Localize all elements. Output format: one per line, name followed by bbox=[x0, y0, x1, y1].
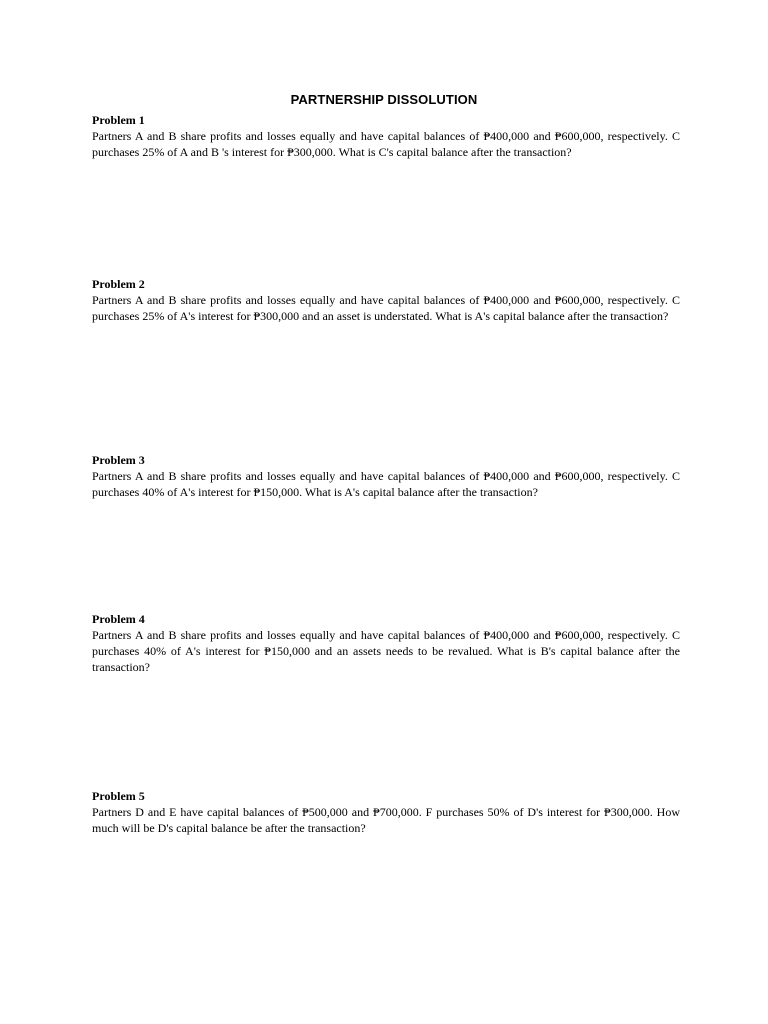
problem-1 bbox=[92, 112, 680, 160]
problem-text: Partners A and B share profits and losses equally and have capital balances of ₱400,000 and ₱600,000, respectively. C purchases 40% of A's interest for ₱150,000. What is A's capital balance after the transaction? bbox=[92, 469, 680, 499]
problem-text: Partners A and B share profits and losses equally and have capital balances of ₱400,000 and ₱600,000, respectively. C purchases 25% of A and B 's interest for ₱300,000. What is C's capital balance after the transaction? bbox=[92, 129, 680, 159]
problem-heading: Problem 3 bbox=[92, 453, 145, 467]
problem-text: Partners A and B share profits and losses equally and have capital balances of ₱400,000 and ₱600,000, respectively. C purchases 25% of A's interest for ₱300,000 and an asset is understated. What is A's capital balance after the transaction? bbox=[92, 293, 680, 323]
problem-heading: Problem 5 bbox=[92, 789, 145, 803]
problem-2 bbox=[92, 276, 680, 324]
problem-heading: Problem 2 bbox=[92, 277, 145, 291]
problem-heading: Problem 4 bbox=[92, 612, 145, 626]
document-title: PARTNERSHIP DISSOLUTION bbox=[290, 92, 478, 107]
problem-5 bbox=[92, 788, 680, 836]
problem-heading: Problem 1 bbox=[92, 113, 145, 127]
problem-text: Partners D and E have capital balances of ₱500,000 and ₱700,000. F purchases 50% of D's interest for ₱300,000. How much will be D's capital balance be after the transaction? bbox=[92, 805, 680, 835]
problem-text: Partners A and B share profits and losses equally and have capital balances of ₱400,000 and ₱600,000, respectively. C purchases 40% of A's interest for ₱150,000 and an assets needs to be revalued. What is B's capital balance after the transaction? bbox=[92, 628, 680, 674]
problem-4 bbox=[92, 611, 680, 675]
problem-3 bbox=[92, 452, 680, 500]
